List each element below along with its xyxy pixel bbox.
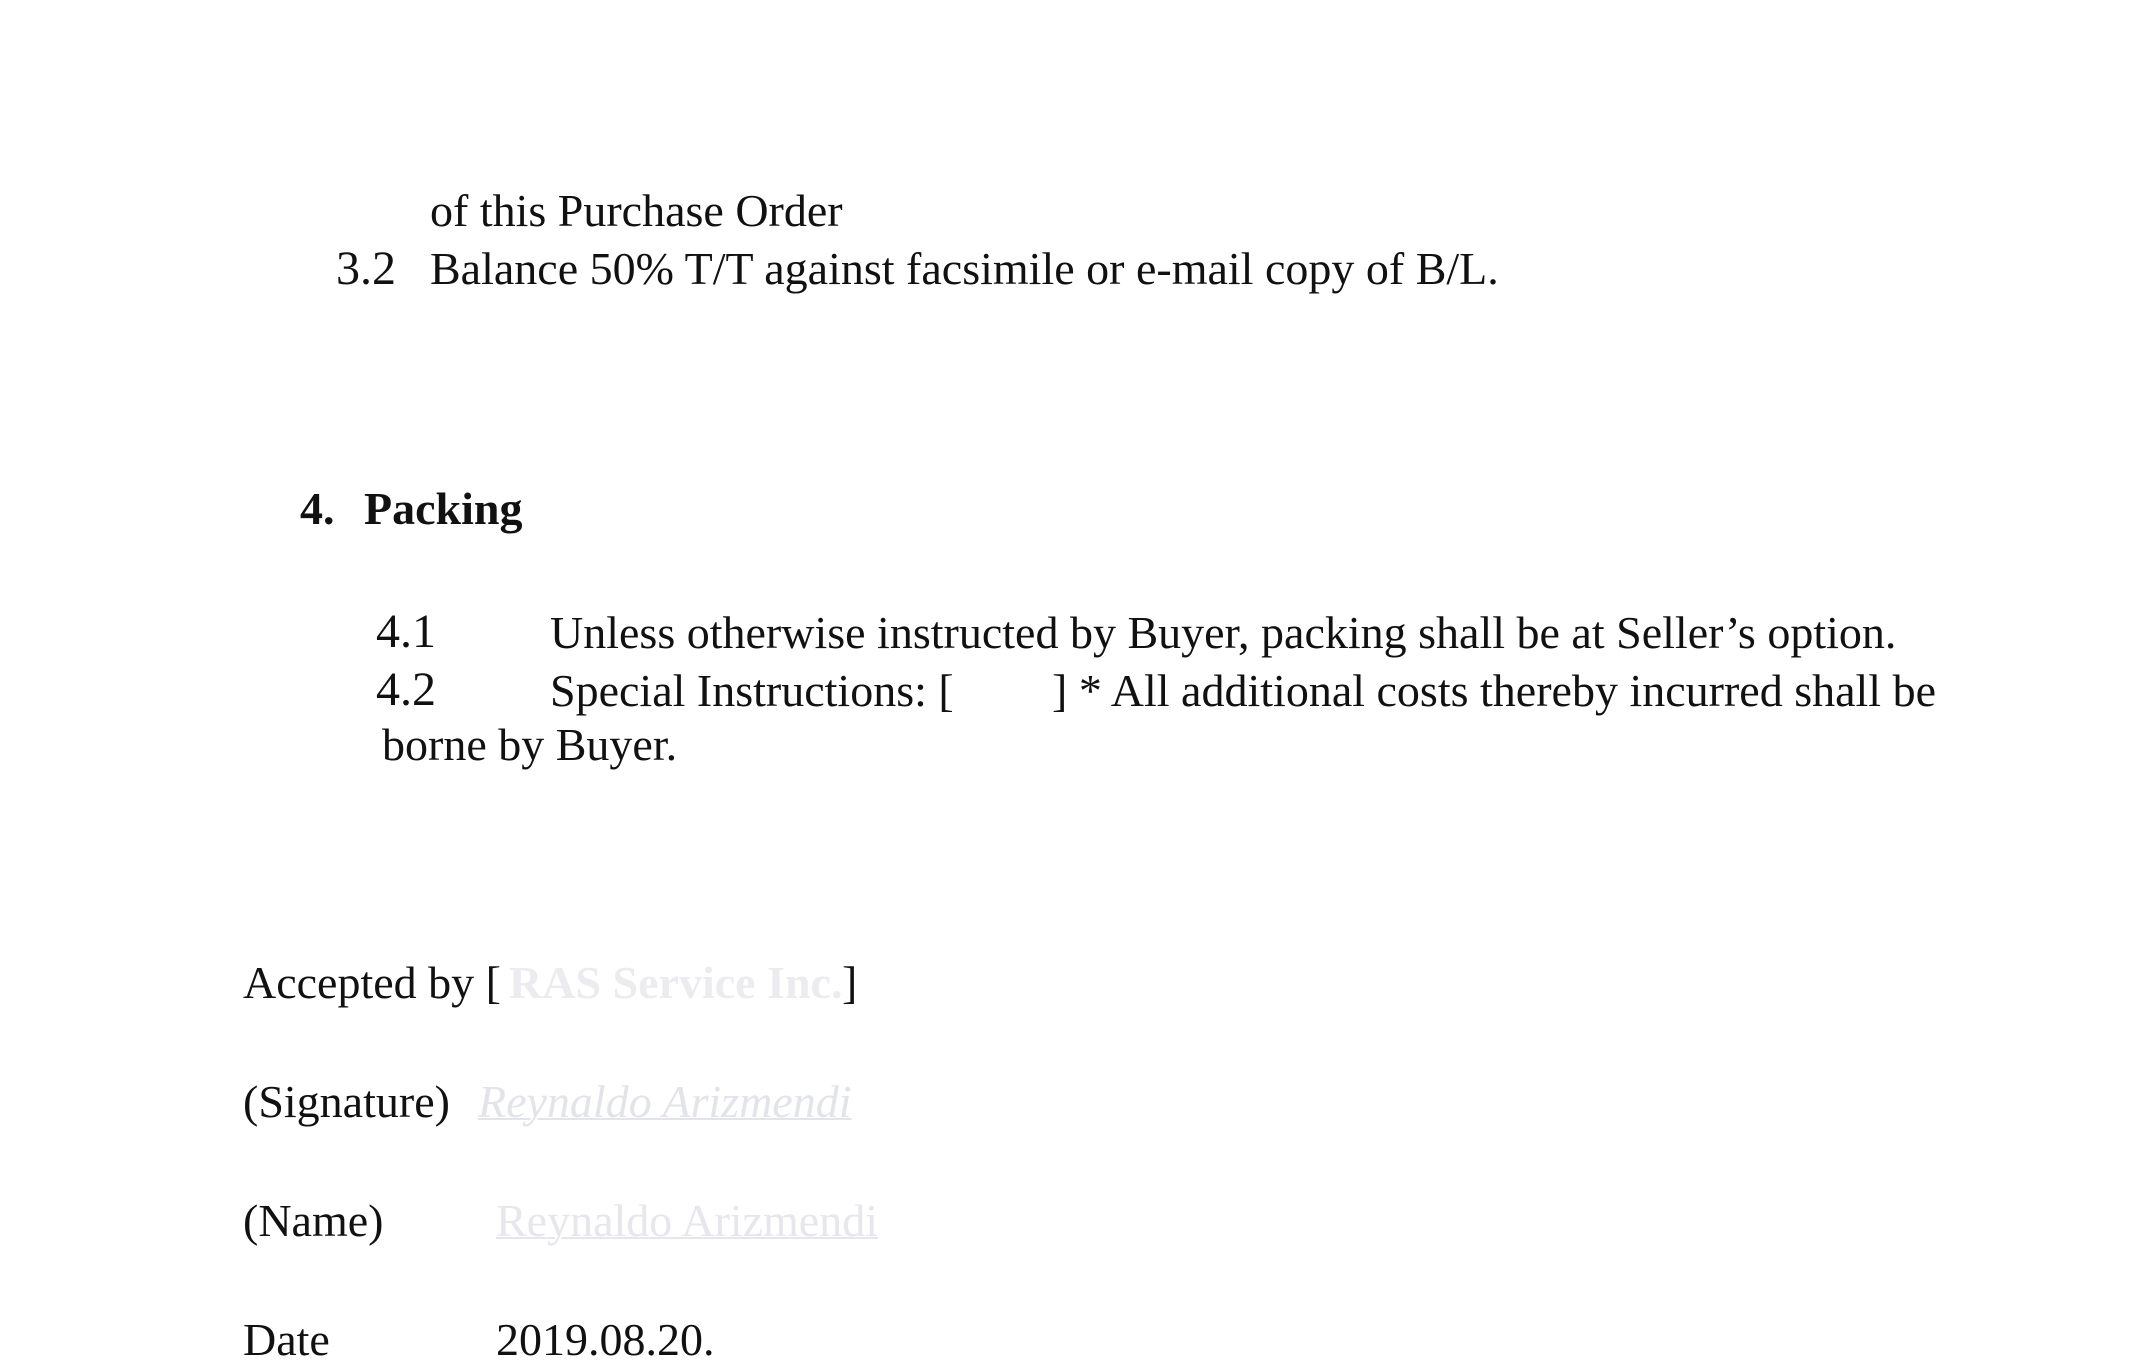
item-3-2-text: Balance 50% T/T against facsimile or e-mail copy of B/L. bbox=[430, 243, 1499, 294]
accepted-by-closing-bracket: ] bbox=[842, 957, 858, 1008]
accepted-company-name: RAS Service Inc. bbox=[509, 957, 843, 1008]
name-value: Reynaldo Arizmendi bbox=[496, 1195, 878, 1246]
item-4-2-number: 4.2 bbox=[376, 663, 436, 716]
section-4-title: Packing bbox=[364, 483, 523, 534]
item-4-2-continuation: borne by Buyer. bbox=[382, 719, 678, 770]
date-value: 2019.08.20. bbox=[496, 1314, 715, 1365]
item-4-2-text-after-blank: ] * All additional costs thereby incurred shall be bbox=[1052, 665, 1936, 716]
signature-value: Reynaldo Arizmendi bbox=[478, 1076, 852, 1127]
item-3-2-number: 3.2 bbox=[336, 242, 396, 295]
accepted-by-label: Accepted by [ bbox=[243, 957, 501, 1008]
date-label: Date bbox=[243, 1314, 330, 1365]
signature-label: (Signature) bbox=[243, 1076, 450, 1127]
item-4-1-number: 4.1 bbox=[376, 605, 436, 658]
section-4-number: 4. bbox=[300, 483, 335, 534]
item-4-1-text: Unless otherwise instructed by Buyer, packing shall be at Seller’s option. bbox=[550, 607, 1897, 658]
section-3-1-continuation: of this Purchase Order bbox=[430, 185, 843, 236]
name-label: (Name) bbox=[243, 1195, 384, 1246]
item-4-2-text-before-blank: Special Instructions: [ bbox=[550, 665, 954, 716]
